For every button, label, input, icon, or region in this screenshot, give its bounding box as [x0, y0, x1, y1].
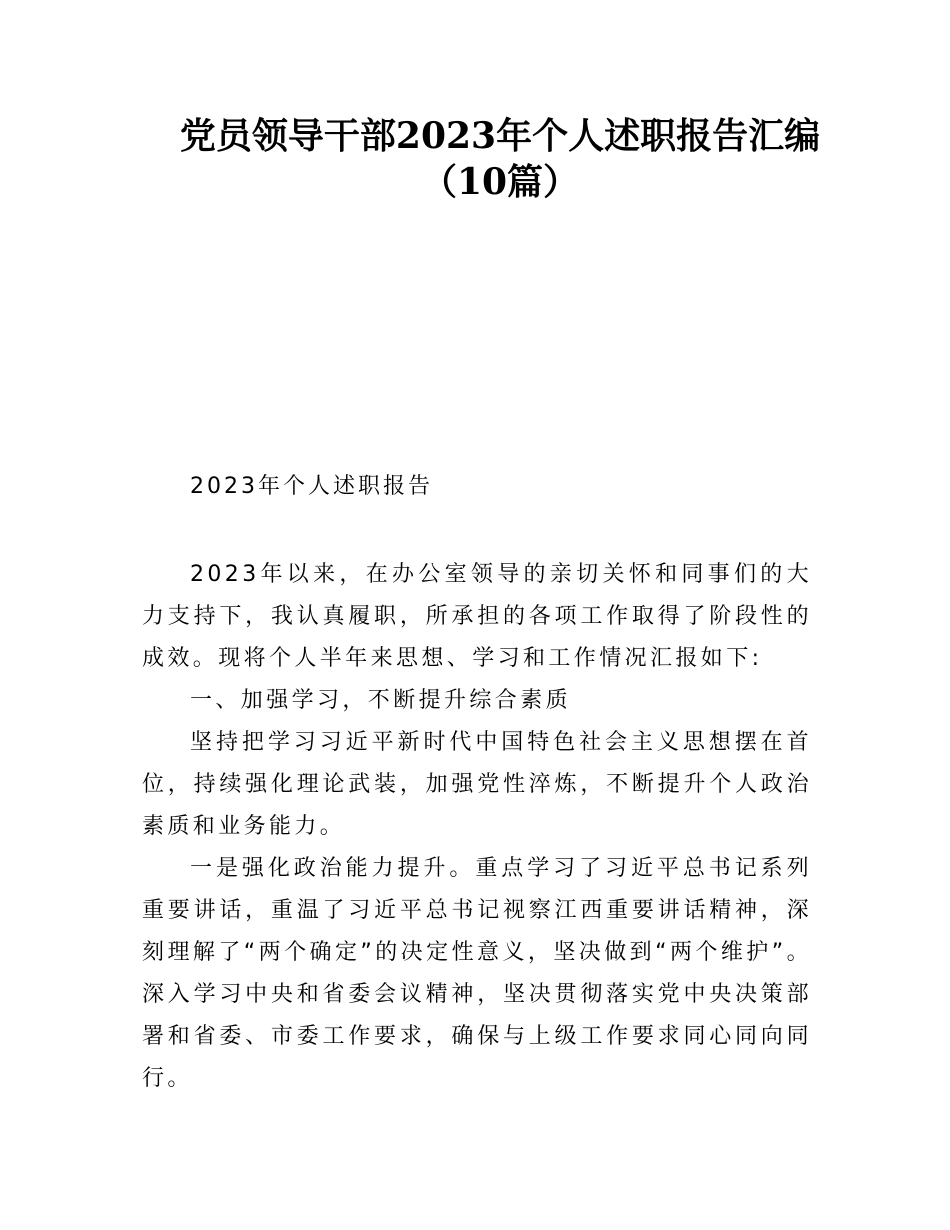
- paragraph-study: 坚持把学习习近平新时代中国特色社会主义思想摆在首位，持续强化理论武装，加强党性淬炼，不断提升个人政治素质和业务能力。: [142, 730, 812, 839]
- document-title-count: （10篇）: [420, 161, 580, 203]
- paragraph-political-ability: 一是强化政治能力提升。重点学习了习近平总书记系列重要讲话，重温了习近平总书记视察江西重要讲话精神，深刻理解了“两个确定”的决定性意义，坚决做到“两个维护”。深入学习中央和省委会议精神，坚决贯彻落实党中央决策部署和省委、市委工作要求，确保与上级工作要求同心同向同行。: [142, 856, 812, 1091]
- paragraph-intro: 2023年以来，在办公室领导的亲切关怀和同事们的大力支持下，我认真履职，所承担的各项工作取得了阶段性的成效。现将个人半年来思想、学习和工作情况汇报如下:: [142, 562, 812, 671]
- report-heading: 2023年个人述职报告: [190, 474, 433, 499]
- document-body: [142, 554, 812, 1100]
- section-heading: 一、加强学习，不断提升综合素质: [190, 688, 572, 713]
- document-title: 党员领导干部2023年个人述职报告汇编: [179, 115, 821, 157]
